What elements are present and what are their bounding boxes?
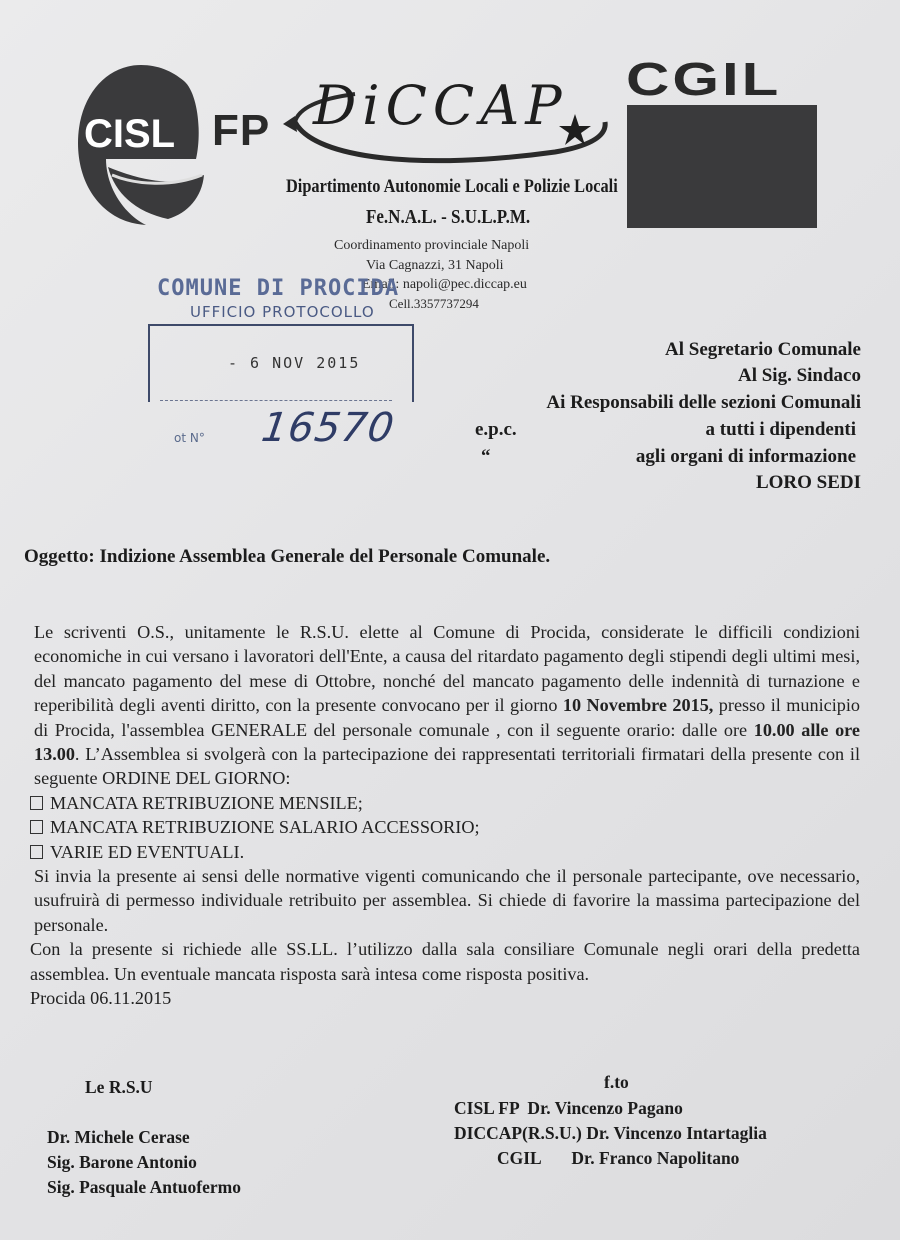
rsu-title: Le R.S.U <box>85 1077 153 1097</box>
meeting-time: 10.00 alle ore 13.00 <box>34 719 860 765</box>
stamp-comune: COMUNE DI PROCIDA <box>157 276 400 301</box>
place-date: Procida 06.11.2015 <box>30 988 172 1009</box>
recipient-organi-informazione: agli organi di informazione <box>635 446 856 467</box>
recipient-loro-sedi: LORO SEDI <box>755 472 861 493</box>
diccap-department: Dipartimento Autonomie Locali e Polizie Locali <box>286 176 618 197</box>
stamp-ufficio: UFFICIO PROTOCOLLO <box>190 303 375 321</box>
recipient-responsabili: Ai Responsabili delle sezioni Comunali <box>546 392 861 413</box>
letter-body <box>30 620 860 1011</box>
stamp-protocol-number: 16570 <box>258 405 398 451</box>
diccap-address: Via Cagnazzi, 31 Napoli <box>366 258 504 273</box>
checkbox-icon <box>30 845 43 859</box>
checkbox-icon <box>30 820 43 834</box>
body-p1-part-c: . L’Assemblea si svolgerà con la partecipazione dei rappresentati territoriali firmatari della presente con il seguente ORDINE DEL GIORNO: <box>34 744 860 789</box>
subject-line: Oggetto: Indizione Assemblea Generale del Personale Comunale. <box>24 546 551 567</box>
recipient-epc-label: e.p.c. <box>475 419 517 440</box>
stamp-divider <box>160 400 392 401</box>
firmato-label: f.to <box>604 1072 629 1092</box>
union-signatory: CISL FP Dr. Vincenzo Pagano <box>454 1098 683 1118</box>
agenda-item-label: MANCATA RETRIBUZIONE MENSILE; <box>50 792 363 813</box>
body-p1-part-a: Le scriventi O.S., unitamente le R.S.U. elette al Comune di Procida, considerate le difficili condizioni economiche in cui versano i lavoratori dell'Ente, a causa del ritardato pagamento degli stipendi degli ultimi mesi, del mancato pagamento del mese di Ottobre, nonché del mancato pagamento delle indennità di turnazione e reperibilità degli aventi diritto, con la presente convocano per il giorno <box>34 622 860 716</box>
agenda-item-label: MANCATA RETRIBUZIONE SALARIO ACCESSORIO; <box>50 817 480 838</box>
recipient-dipendenti: a tutti i dipendenti <box>705 419 856 440</box>
recipient-segretario: Al Segretario Comunale <box>665 339 861 360</box>
body-paragraph-2: Si invia la presente ai sensi delle normative vigenti comunicando che il personale partecipante, ove necessario, usufruirà di permesso individuale retribuito per assemblea. Si chiede di favorire la massima partecipazione del personale. <box>34 866 860 935</box>
body-paragraph-3: Con la presente si richiede alle SS.LL. l’utilizzo dalla sala consiliare Comunale negli orari della predetta assemblea. Un eventuale mancata risposta sarà intesa come risposta positiva. <box>30 939 860 984</box>
union-signatory: DICCAP(R.S.U.) Dr. Vincenzo Intartaglia <box>454 1123 767 1143</box>
diccap-email: Email: napoli@pec.diccap.eu <box>362 277 527 292</box>
body-paragraph-1 <box>30 620 860 791</box>
agenda-item <box>30 815 860 839</box>
recipient-ditto-mark: “ <box>481 446 491 467</box>
cgil-logo-text: CGIL <box>626 52 782 106</box>
rsu-signatory: Dr. Michele Cerase <box>47 1127 190 1147</box>
diccap-coordination: Coordinamento provinciale Napoli <box>334 238 530 253</box>
agenda-item-label: VARIE ED EVENTUALI. <box>50 841 245 862</box>
rsu-signatory: Sig. Barone Antonio <box>47 1152 197 1172</box>
diccap-logo <box>275 62 615 177</box>
rsu-signatory: Sig. Pasquale Antuofermo <box>47 1177 241 1197</box>
agenda-item <box>30 791 860 815</box>
checkbox-icon <box>30 796 43 810</box>
diccap-fenal: Fe.N.A.L. - S.U.L.P.M. <box>366 206 531 228</box>
diccap-cell: Cell.3357737294 <box>389 296 479 311</box>
cisl-fp-label: FP <box>212 106 271 155</box>
diccap-logo-text: DiCCAP <box>313 74 568 137</box>
cisl-logo <box>76 63 206 228</box>
stamp-date: - 6 NOV 2015 <box>228 354 361 372</box>
cgil-logo-block <box>627 105 817 228</box>
cisl-logo-text: CISL <box>84 112 176 156</box>
agenda-item <box>30 840 860 864</box>
stamp-protocol-label: ot N° <box>174 431 205 445</box>
body-p1-part-b: presso il municipio di Procida, l'assemblea GENERALE del personale comunale , con il seguente orario: dalle ore <box>34 695 860 740</box>
union-signatory: CGIL Dr. Franco Napolitano <box>497 1148 740 1168</box>
recipient-sindaco: Al Sig. Sindaco <box>737 365 861 386</box>
meeting-date: 10 Novembre 2015, <box>562 695 714 716</box>
